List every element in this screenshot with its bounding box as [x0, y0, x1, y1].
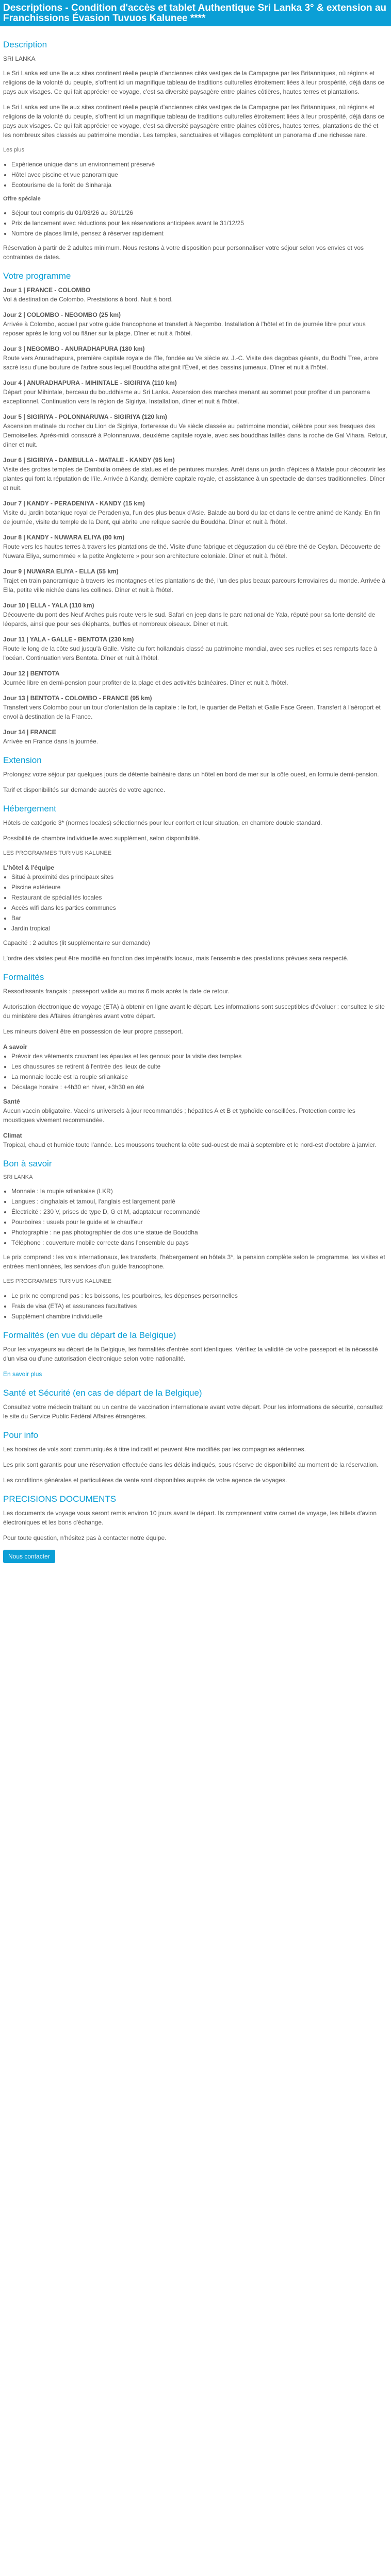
day — [3, 601, 388, 629]
section-heading: Pour info — [3, 1430, 39, 1440]
day-text: Arrivée à Colombo, accueil par votre guide francophone et transfert à Negombo. Installation à l'hôtel et fin de journée libre pour vous reposer après le long vol ou flâner sur la plage. Dîner et nuit à l'hôtel. — [3, 320, 366, 337]
day — [3, 285, 388, 304]
note: Réservation à partir de 2 adultes minimum. Nous restons à votre disposition pour personnaliser votre séjour selon vos envies et vos contraintes de dates. — [3, 244, 364, 261]
contact-button[interactable]: Nous contacter — [3, 1550, 55, 1563]
section-heading: PRECISIONS DOCUMENTS — [3, 1494, 117, 1504]
paragraph: Les prix sont garantis pour une réservation effectuée dans les délais indiqués, sous réserve de disponibilité au moment de la réservation. — [3, 1461, 379, 1468]
sub-label: Les plus — [3, 147, 24, 153]
day-text: Trajet en train panoramique à travers les montagnes et les plantations de thé, l'un des plus beaux parcours ferroviaires du monde. Arrivée à Ella, petite ville nichée dans les collines. Dîner et nuit à l'hôtel. — [3, 577, 385, 594]
section-heading: Extension — [3, 755, 42, 765]
day-text: Transfert vers Colombo pour un tour d'orientation de la capitale : le fort, le quartier de Pettah et Galle Face Green. Transfert à l'aéroport et envol à destination de la France. — [3, 704, 381, 720]
paragraph: Les mineurs doivent être en possession de leur propre passeport. — [3, 1027, 183, 1035]
day — [3, 455, 388, 493]
day-title: Jour 1 | FRANCE - COLOMBO — [3, 286, 91, 294]
section-bon-a-savoir — [3, 1159, 388, 1321]
list-item: • Piscine extérieure — [11, 883, 388, 892]
list-item: • Électricité : 230 V, prises de type D, G et M, adaptateur recommandé — [11, 1207, 388, 1216]
list-item: • Monnaie : la roupie srilankaise (LKR) — [11, 1187, 388, 1196]
list-item: • Situé à proximité des principaux sites — [11, 872, 388, 882]
list-item: • Prévoir des vêtements couvrant les épaules et les genoux pour la visite des temples — [11, 1052, 388, 1061]
main-content — [0, 26, 391, 1575]
list-item: • Nombre de places limité, pensez à réserver rapidement — [11, 229, 388, 238]
paragraph: Les horaires de vols sont communiqués à titre indicatif et peuvent être modifiés par les compagnies aériennes. — [3, 1445, 306, 1453]
sub-label: LES PROGRAMMES TURIVUS KALUNEE — [3, 1278, 112, 1284]
day-text: Ascension matinale du rocher du Lion de Sigiriya, forteresse du Ve siècle classée au patrimoine mondial, célèbre pour ses fresques des Demoiselles. Après-midi consacré à Polonnaruwa, deuxième capitale royale, avec ses bouddhas taillés dans la roche de Gal Vihara. Retour, dîner et nuit. — [3, 422, 387, 448]
list-item: • Frais de visa (ETA) et assurances facultatives — [11, 1301, 388, 1311]
list-item: • Téléphone : couverture mobile correcte dans l'ensemble du pays — [11, 1238, 388, 1247]
paragraph: Le Sri Lanka est une île aux sites continent réelle peuplé d'anciennes cités vestiges de la Campagne par les Britanniques, où régions et religions de la volonté du peuple, s'offrent ici un magnifique tableau de traditions culturelles étroitement liées à leur prospérité, déjà dans ce pays aux visages. Ce qui fait apprécier ce voyage, c'est sa diversité paysagère entre plaines côtières, hautes terres et plantations. — [3, 70, 385, 95]
day-title: Jour 6 | SIGIRIYA - DAMBULLA - MATALE - KANDY (95 km) — [3, 456, 175, 464]
day-title: Jour 10 | ELLA - YALA (110 km) — [3, 602, 94, 609]
list-item: • Restaurant de spécialités locales — [11, 893, 388, 902]
section-hebergement — [3, 804, 388, 963]
section-heading: Description — [3, 40, 47, 49]
paragraph: Les conditions générales et particulières de vente sont disponibles auprès de votre agence de voyages. — [3, 1476, 287, 1484]
list-item: • Supplément chambre individuelle — [11, 1312, 388, 1321]
day — [3, 344, 388, 372]
day-title: Jour 2 | COLOMBO - NEGOMBO (25 km) — [3, 311, 121, 318]
section-heading: Bon à savoir — [3, 1158, 52, 1168]
day-title: Jour 4 | ANURADHAPURA - MIHINTALE - SIGIRIYA (110 km) — [3, 379, 177, 386]
paragraph: Prolongez votre séjour par quelques jours de détente balnéaire dans un hôtel en bord de mer sur la côte ouest, en formule demi-pension. — [3, 771, 379, 778]
day-title: Jour 7 | KANDY - PERADENIYA - KANDY (15 km) — [3, 500, 145, 507]
day-text: Vol à destination de Colombo. Prestations à bord. Nuit à bord. — [3, 296, 173, 303]
day-text: Journée libre en demi-pension pour profiter de la plage et des activités balnéaires. Dîner et nuit à l'hôtel. — [3, 679, 288, 686]
day-title: Jour 5 | SIGIRIYA - POLONNARUWA - SIGIRIYA (120 km) — [3, 413, 167, 420]
day-title: Jour 3 | NEGOMBO - ANURADHAPURA (180 km) — [3, 345, 145, 352]
list — [3, 872, 388, 933]
page-header — [0, 0, 391, 26]
day-text: Route vers Anuradhapura, première capitale royale de l'île, fondée au Ve siècle av. J.-C. Visite des dagobas géants, du Bodhi Tree, arbre sacré issu d'une bouture de l'arbre sous lequel Bouddha atteignit l'Éveil, et des bassins jumeaux. Dîner et nuit à l'hôtel. — [3, 354, 379, 371]
notice: L'ordre des visites peut être modifié en fonction des impératifs locaux, mais l'ensemble des prestations prévues sera respecté. — [3, 954, 349, 962]
list-item: • Le prix ne comprend pas : les boissons, les pourboires, les dépenses personnelles — [11, 1291, 388, 1300]
day-title: Jour 9 | NUWARA ELIYA - ELLA (55 km) — [3, 568, 119, 575]
list — [3, 1187, 388, 1247]
paragraph: Le Sri Lanka est une île aux sites continent réelle peuplé d'anciennes cités vestiges de la Campagne par les Britanniques, où régions et religions de la volonté du peuple, s'offrent ici un magnifique tableau de traditions culturelles étroitement liées à leur prospérité, déjà dans ce pays aux visages. Ce qui fait apprécier ce voyage, c'est sa diversité paysagère entre plaines côtières, hautes terres, plantations de thé et les nombreux sites classés au patrimoine mondial. Les temples, sanctuaires et villages complètent un panorama d'une richesse rare. — [3, 104, 385, 139]
section-avant-depart — [3, 1330, 388, 1379]
climat-label: Climat — [3, 1131, 22, 1139]
list — [3, 160, 388, 190]
list — [3, 1291, 388, 1321]
day — [3, 693, 388, 721]
day-title: Jour 8 | KANDY - NUWARA ELIYA (80 km) — [3, 534, 125, 541]
day-text: Route le long de la côte sud jusqu'à Galle. Visite du fort hollandais classé au patrimoine mondial, avec ses ruelles et ses remparts face à l'océan. Continuation vers Bentota. Dîner et nuit à l'hôtel. — [3, 645, 378, 662]
day — [3, 567, 388, 595]
list-item: • Photographie : ne pas photographier de dos une statue de Bouddha — [11, 1228, 388, 1237]
day-text: Visite des grottes temples de Dambulla ornées de statues et de peintures murales. Arrêt dans un jardin d'épices à Matale pour découvrir les plantes qui font la réputation de l'île. Arrivée à Kandy, dernière capitale royale, et assistance à un spectacle de danses traditionnelles. Dîner et nuit. — [3, 466, 386, 492]
day — [3, 412, 388, 449]
list-item: • Expérience unique dans un environnement préservé — [11, 160, 388, 169]
section-sante — [3, 1388, 388, 1421]
section-extension — [3, 755, 388, 794]
day-text: Visite du jardin botanique royal de Peradeniya, l'un des plus beaux d'Asie. Balade au bord du lac et dans le centre animé de Kandy. En fin de journée, visite du temple de la Dent, qui abrite une relique sacrée du Bouddha. Dîner et nuit à l'hôtel. — [3, 509, 381, 526]
day-text: Découverte du pont des Neuf Arches puis route vers le sud. Safari en jeep dans le parc national de Yala, réputé pour sa forte densité de léopards, ainsi que pour ses éléphants, buffles et nombreux oiseaux. Dîner et nuit. — [3, 611, 376, 628]
day — [3, 669, 388, 687]
day — [3, 310, 388, 338]
day-title: Jour 11 | YALA - GALLE - BENTOTA (230 km) — [3, 636, 134, 643]
list-item: • Séjour tout compris du 01/03/26 au 30/11/26 — [11, 208, 388, 217]
paragraph: Consultez votre médecin traitant ou un centre de vaccination internationale avant votre départ. Pour les informations de sécurité, consultez le site du Service Public Fédéral Affaires étrangères. — [3, 1403, 383, 1420]
sante-label: Santé — [3, 1097, 20, 1105]
paragraph: Le prix comprend : les vols internationaux, les transferts, l'hébergement en hôtels 3*, la pension complète selon le programme, les visites et entrées mentionnées, les services d'un guide francophone. — [3, 1253, 385, 1270]
more-info-link[interactable]: En savoir plus — [3, 1370, 42, 1378]
list-item: • Ecotourisme de la forêt de Sinharaja — [11, 180, 388, 190]
section-pour-info — [3, 1430, 388, 1485]
list-item: • Jardin tropical — [11, 924, 388, 933]
day-text: Arrivée en France dans la journée. — [3, 738, 99, 745]
offer-label: Offre spéciale — [3, 195, 41, 202]
list-item: • Langues : cinghalais et tamoul, l'anglais est largement parlé — [11, 1197, 388, 1206]
list-label: L'hôtel & l'équipe — [3, 863, 55, 871]
day — [3, 635, 388, 663]
capacity: Capacité : 2 adultes (lit supplémentaire sur demande) — [3, 939, 150, 946]
day-text: Départ pour Mihintale, berceau du bouddhisme au Sri Lanka. Ascension des marches menant au sommet pour profiter d'un panorama exceptionnel. Continuation vers la région de Sigiriya. Installation, dîner et nuit à l'hôtel. — [3, 388, 370, 405]
day — [3, 727, 388, 746]
paragraph: Pour les voyageurs au départ de la Belgique, les formalités d'entrée sont identiques. Vérifiez la validité de votre passeport et la nécessité d'un visa ou d'une autorisation électronique selon votre nationalité. — [3, 1345, 378, 1362]
contact-text: Pour toute question, n'hésitez pas à contacter notre équipe. — [3, 1534, 167, 1541]
day-title: Jour 14 | FRANCE — [3, 728, 56, 736]
section-heading: Santé et Sécurité (en cas de départ de la Belgique) — [3, 1387, 202, 1398]
paragraph: Ressortissants français : passeport valide au moins 6 mois après la date de retour. — [3, 987, 230, 995]
page-title: Descriptions - Condition d'accès et tablet Authentique Sri Lanka 3° & extension au Franchissions Évasion Tuvuos Kalunee **** — [3, 3, 387, 24]
paragraph: Les documents de voyage vous seront remis environ 10 jours avant le départ. Ils comprennent votre carnet de voyage, les billets d'avion électroniques et les bons d'échange. — [3, 1509, 377, 1526]
paragraph: Possibilité de chambre individuelle avec supplément, selon disponibilité. — [3, 835, 201, 842]
day-title: Jour 13 | BENTOTA - COLOMBO - FRANCE (95 km) — [3, 694, 152, 702]
section-formalites — [3, 972, 388, 1149]
list-item: • Décalage horaire : +4h30 en hiver, +3h30 en été — [11, 1082, 388, 1092]
day-title: Jour 12 | BENTOTA — [3, 670, 60, 677]
sub-label: SRI LANKA — [3, 1174, 33, 1180]
paragraph: Tarif et disponibilités sur demande auprès de votre agence. — [3, 786, 166, 793]
day — [3, 378, 388, 406]
list-item: • Hôtel avec piscine et vue panoramique — [11, 170, 388, 179]
section-programme — [3, 271, 388, 746]
day — [3, 499, 388, 527]
day — [3, 533, 388, 561]
list-item: • La monnaie locale est la roupie srilankaise — [11, 1072, 388, 1081]
offer-list — [3, 208, 388, 238]
paragraph: Hôtels de catégorie 3* (normes locales) sélectionnés pour leur confort et leur situation, en chambre double standard. — [3, 819, 322, 826]
list-label: A savoir — [3, 1043, 27, 1050]
list-item: • Pourboires : usuels pour le guide et le chauffeur — [11, 1217, 388, 1227]
section-heading: Hébergement — [3, 804, 57, 814]
day-text: Route vers les hautes terres à travers les plantations de thé. Visite d'une fabrique et dégustation du célèbre thé de Ceylan. Découverte de Nuwara Eliya, surnommée « la petite Angleterre » pour son architecture coloniale. Dîner et nuit à l'hôtel. — [3, 543, 381, 560]
section-heading: Formalités (en vue du départ de la Belgique) — [3, 1330, 176, 1340]
sante-text: Aucun vaccin obligatoire. Vaccins universels à jour recommandés ; hépatites A et B et typhoïde conseillées. Protection contre les moustiques vivement recommandée. — [3, 1107, 355, 1124]
list-item: • Prix de lancement avec réductions pour les réservations anticipées avant le 31/12/25 — [11, 218, 388, 228]
section-conditions — [3, 1494, 388, 1563]
climat-text: Tropical, chaud et humide toute l'année. Les moussons touchent la côte sud-ouest de mai à septembre et le nord-est d'octobre à janvier. — [3, 1141, 377, 1148]
list-item: • Les chaussures se retirent à l'entrée des lieux de culte — [11, 1062, 388, 1071]
list-item: • Bar — [11, 913, 388, 923]
section-heading: Formalités — [3, 972, 44, 982]
section-lead: SRI LANKA — [3, 55, 36, 62]
sub-label: LES PROGRAMMES TURIVUS KALUNEE — [3, 850, 112, 856]
section-heading: Votre programme — [3, 271, 71, 281]
section-description — [3, 40, 388, 262]
paragraph: Autorisation électronique de voyage (ETA) à obtenir en ligne avant le départ. Les informations sont susceptibles d'évoluer : consultez le site du ministère des Affaires étrangères avant votre départ. — [3, 1003, 385, 1020]
list — [3, 1052, 388, 1092]
list-item: • Accès wifi dans les parties communes — [11, 903, 388, 912]
